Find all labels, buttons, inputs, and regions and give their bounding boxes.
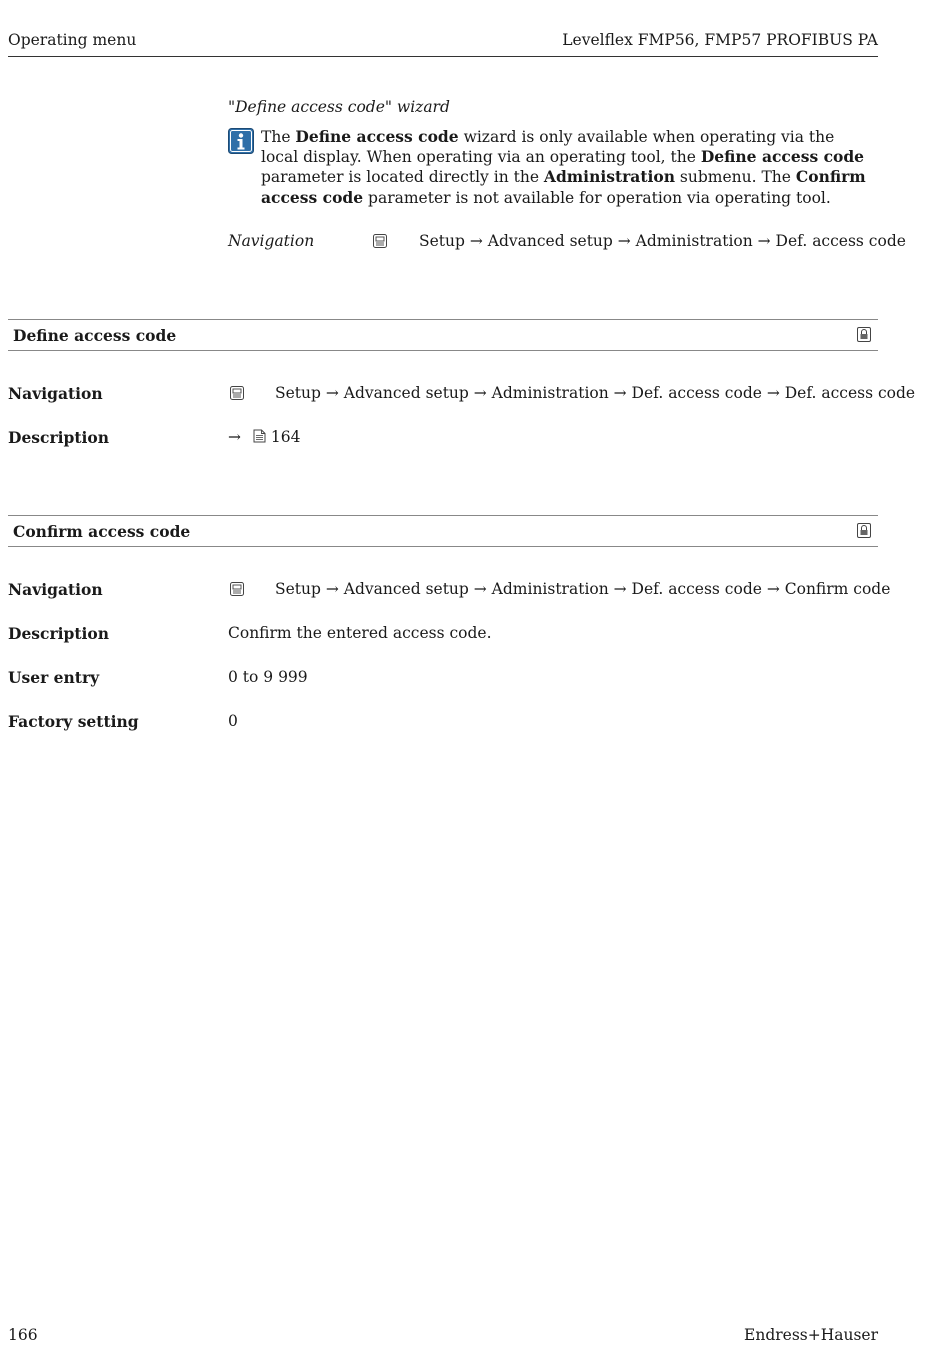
display-module-icon: [230, 582, 244, 596]
display-module-icon: [230, 386, 244, 400]
info-note-bold-term: Administration: [543, 167, 675, 187]
user-entry-value: 0 to 9 999: [228, 668, 308, 686]
define-navigation-label: Navigation: [8, 384, 103, 403]
define-description-label: Description: [8, 428, 110, 447]
info-note-bold-term: Define access code: [295, 127, 459, 146]
info-note-text: wizard is only available when operating via the local display. When operating via an operating tool, the: [261, 128, 835, 167]
lock-icon: [857, 327, 871, 342]
wizard-title: "Define access code" wizard: [228, 98, 450, 116]
page-reference-icon: [253, 429, 266, 443]
page-number: 166: [8, 1326, 38, 1344]
factory-setting-label: Factory setting: [8, 712, 139, 731]
info-note-bold-term: Confirm access code: [261, 167, 866, 207]
info-note-bold-term: Define access code: [700, 147, 865, 167]
info-note-text: The: [261, 128, 296, 146]
header-section-title: Operating menu: [8, 31, 137, 49]
wizard-navigation-path: Setup → Advanced setup → Administration → Def. access code: [419, 232, 906, 250]
page-reference-number: 164: [270, 428, 301, 446]
info-note-text: submenu. The: [674, 168, 796, 187]
confirm-description-value: Confirm the entered access code.: [228, 624, 492, 642]
define-access-code-title: Define access code: [13, 326, 177, 345]
lock-icon: [857, 523, 871, 538]
confirm-navigation-label: Navigation: [8, 580, 103, 599]
display-module-icon: [373, 234, 387, 248]
arrow-right-icon: →: [228, 428, 241, 446]
footer-brand: Endress+Hauser: [744, 1326, 878, 1344]
confirm-navigation-path: Setup → Advanced setup → Administration → Def. access code → Confirm code: [275, 580, 891, 598]
define-navigation-path: Setup → Advanced setup → Administration → Def. access code → Def. access code: [275, 384, 916, 402]
info-note-text: parameter is located directly in the: [261, 168, 544, 187]
info-icon: [228, 128, 254, 154]
factory-setting-value: 0: [228, 712, 238, 730]
confirm-access-code-title: Confirm access code: [13, 522, 191, 541]
user-entry-label: User entry: [8, 668, 100, 687]
define-description-link[interactable]: [228, 428, 300, 446]
wizard-navigation-label: Navigation: [228, 232, 315, 250]
info-note: [261, 127, 876, 208]
define-access-code-header: [8, 319, 878, 351]
info-note-text: parameter is not available for operation via operating tool.: [363, 188, 831, 207]
confirm-access-code-header: [8, 515, 878, 547]
confirm-description-label: Description: [8, 624, 110, 643]
header-product-name: Levelflex FMP56, FMP57 PROFIBUS PA: [562, 31, 878, 49]
header-rule: [8, 56, 878, 57]
